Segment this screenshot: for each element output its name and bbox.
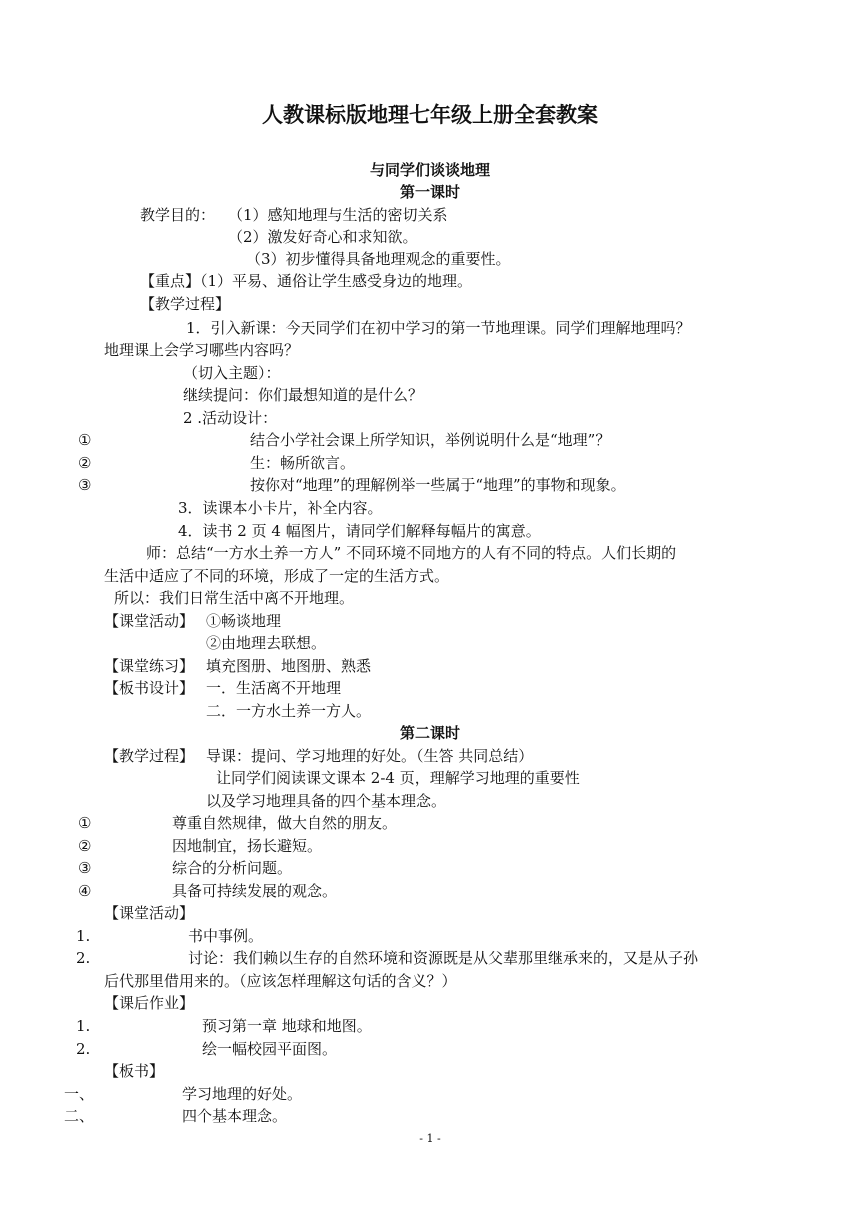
step-4: 4．读书 2 页 4 幅图片，请同学们解释每幅片的寓意。 (178, 522, 541, 540)
process-label: 【教学过程】 (104, 747, 195, 765)
activity-text: 按你对“地理”的理解例举一些属于“地理”的事物和现象。 (250, 476, 626, 494)
objective-item: （1）感知地理与生活的密切关系 (228, 206, 448, 224)
objectives-label: 教学目的： (140, 206, 216, 224)
section-title: 与同学们谈谈地理 (369, 161, 490, 179)
lesson1-heading: 第一课时 (399, 183, 460, 201)
objective-item: （2）激发好奇心和求知欲。 (228, 228, 418, 246)
homework-text: 绘一幅校园平面图。 (202, 1040, 338, 1058)
follow-up: 继续提问：你们最想知道的是什么？ (183, 386, 424, 404)
cut-in: （切入主题）： (183, 364, 281, 382)
read-line: 让同学们阅读课文课本 2-4 页，理解学习地理的重要性 (216, 769, 580, 787)
class-activity-item: ①畅谈地理 (206, 612, 282, 630)
board-label: 【板书】 (104, 1062, 165, 1080)
practice-text: 填充图册、地图册、熟悉 (206, 657, 372, 675)
board-text: 学习地理的好处。 (182, 1085, 303, 1103)
activity-text-cont: 后代那里借用来的。（应该怎样理解这句话的含义？） (104, 972, 457, 990)
objective-item: （3）初步懂得具备地理观念的重要性。 (246, 250, 511, 268)
summary-line: 师：总结“一方水土养一方人” 不同环境不同地方的人有不同的特点。人们长期的 (146, 544, 677, 562)
activity-text: 生：畅所欲言。 (250, 454, 356, 472)
lesson2-heading: 第二课时 (399, 724, 460, 742)
activity-label: 2 .活动设计： (183, 409, 278, 427)
class-activity-label: 【课堂活动】 (104, 904, 195, 922)
concept-text: 具备可持续发展的观念。 (172, 882, 338, 900)
activity-text: 讨论：我们赖以生存的自然环境和资源既是从父辈那里继承来的，又是从子孙 (188, 949, 699, 967)
board-text: 四个基本理念。 (182, 1107, 288, 1125)
board-marker: 二、 (64, 1107, 95, 1125)
document-title: 人教课标版地理七年级上册全套教案 (262, 103, 598, 127)
board-item: 一．生活离不开地理 (206, 679, 342, 697)
practice-label: 【课堂练习】 (104, 657, 195, 675)
intro-line-cont: 地理课上会学习哪些内容吗？ (104, 341, 300, 359)
activity-marker: ① (78, 431, 92, 449)
class-activity-item: ②由地理去联想。 (206, 634, 327, 652)
activity-marker: ③ (78, 476, 92, 494)
process-text: 导课：提问、学习地理的好处。（生答 共同总结） (206, 747, 534, 765)
homework-label: 【课后作业】 (104, 994, 195, 1012)
step-3: 3．读课本小卡片，补全内容。 (178, 499, 383, 517)
homework-marker: 2. (76, 1040, 91, 1058)
activity-text: 书中事例。 (188, 927, 264, 945)
activity-marker: 1. (76, 927, 91, 945)
class-activity-label: 【课堂活动】 (104, 612, 195, 630)
concept-text: 尊重自然规律，做大自然的朋友。 (172, 814, 398, 832)
concept-text: 因地制宜，扬长避短。 (172, 837, 323, 855)
page-number: - 1 - (419, 1132, 441, 1145)
board-label: 【板书设计】 (104, 679, 195, 697)
board-item: 二．一方水土养一方人。 (206, 702, 372, 720)
concept-marker: ① (78, 814, 92, 832)
homework-marker: 1. (76, 1017, 91, 1035)
activity-marker: ② (78, 454, 92, 472)
summary-line-cont: 生活中适应了不同的环境，形成了一定的生活方式。 (104, 567, 450, 585)
intro-line: 1．引入新课：今天同学们在初中学习的第一节地理课。同学们理解地理吗？ (186, 319, 691, 337)
key-point: 【重点】（1）平易、通俗让学生感受身边的地理。 (140, 272, 473, 290)
concept-marker: ③ (78, 859, 92, 877)
homework-text: 预习第一章 地球和地图。 (202, 1017, 372, 1035)
concept-marker: ④ (78, 882, 92, 900)
read-line-cont: 以及学习地理具备的四个基本理念。 (206, 792, 447, 810)
board-marker: 一、 (64, 1085, 95, 1103)
activity-text: 结合小学社会课上所学知识，举例说明什么是“地理”？ (250, 431, 611, 449)
concept-text: 综合的分析问题。 (172, 859, 293, 877)
so-line: 所以：我们日常生活中离不开地理。 (114, 589, 355, 607)
concept-marker: ② (78, 837, 92, 855)
activity-marker: 2. (76, 949, 91, 967)
process-label: 【教学过程】 (140, 295, 231, 313)
